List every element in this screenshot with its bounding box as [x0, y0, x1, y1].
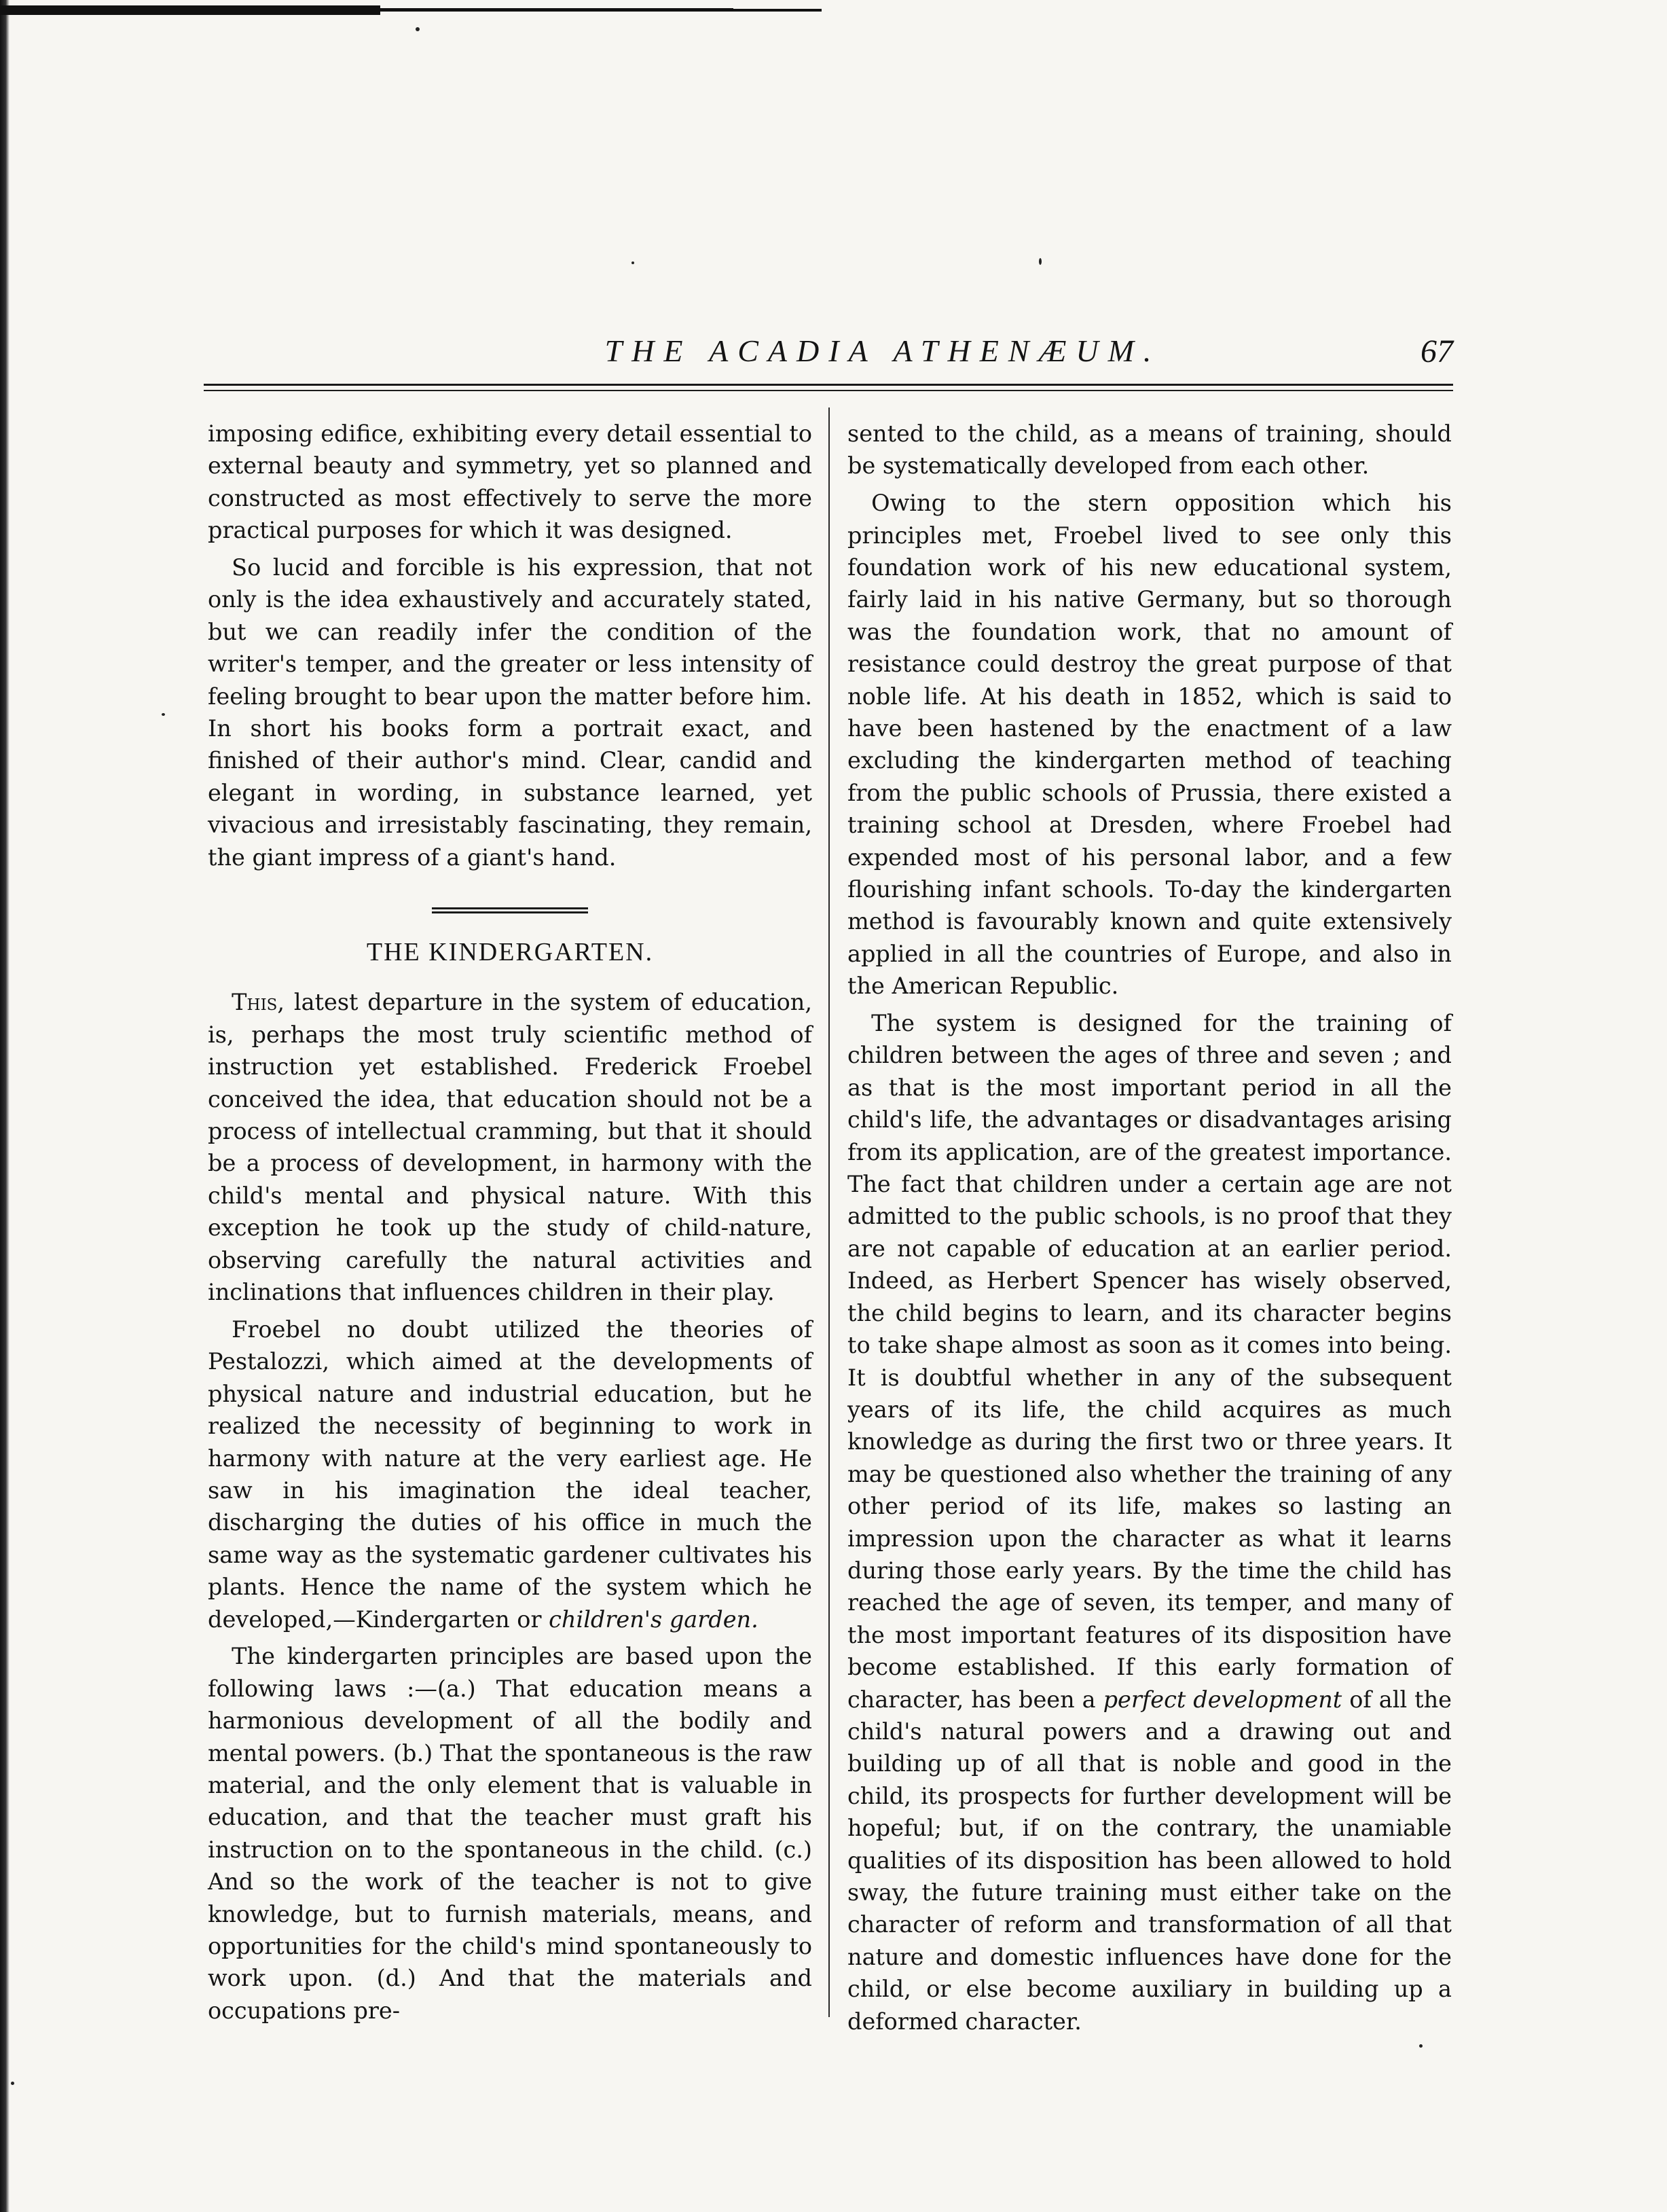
- scan-speck: [416, 27, 420, 31]
- paragraph-text: Froebel no doubt utilized the theories of Pestalozzi, which aimed at the developments of physical nature and industrial education, but he realized the necessity of beginning to work in harmony with nature at the very earliest age. He saw in his imagination the ideal teacher, discharging the duties of his office in much the same way as the systematic gardener cultivates his plants. Hence the name of the system which he developed,—Kindergarten or: [208, 1316, 812, 1633]
- column-rule: [828, 407, 830, 2017]
- paragraph: [208, 1313, 812, 1635]
- scan-top-rule: [380, 8, 733, 12]
- scan-speck: [162, 713, 165, 716]
- paragraph: [208, 986, 812, 1308]
- italic-phrase: perfect development: [1103, 1686, 1342, 1713]
- scan-speck: [11, 2082, 14, 2085]
- page-number: 67: [1421, 333, 1453, 369]
- paragraph: Owing to the stern opposition which his principles met, Froebel lived to see only this foundation work of his new educational system, fairly laid in his native Germany, but so thorough was the foundation work, that no amount of resistance could destroy the great purpose of that noble life. At his death in 1852, which is said to have been hastened by the enactment of a law excluding the kindergarten method of teaching from the public schools of Prussia, there existed a training school at Dresden, where Froebel had expended most of his personal labor, and a few flourishing infant schools. To-day the kindergarten method is favourably known and quite extensively applied in all the countries of Europe, and also in the American Republic.: [847, 490, 1452, 1000]
- italic-phrase: children's garden.: [549, 1606, 758, 1633]
- left-column: [208, 418, 812, 2032]
- paragraph-text: The system is designed for the training of children between the ages of three and seven ; and as that is the most important period in all the child's life, the advantages or disadvantages arising from its application, are of the greatest importance. The fact that children under a certain age are not admitted to the public schools, is no proof that they are not capable of education at an earlier period. Indeed, as Herbert Spencer has wisely observed, the child begins to learn, and its character begins to take shape almost as soon as it comes into being. It is doubtful whether in any of the subsequent years of its life, the child acquires as much knowledge as during the first two or three years. It may be questioned also whether the training of any other period of its life, makes so lasting an impression upon the character as what it learns during those early years. By the time the child has reached the age of seven, its temper, and many of the most important features of its disposition have become established. If this early formation of character, has been a: [847, 1010, 1452, 1713]
- paragraph: sented to the child, as a means of training, should be systematically developed from each other.: [847, 420, 1452, 479]
- paragraph: imposing edifice, exhibiting every detail essential to external beauty and symmetry, yet so planned and constructed as most effectively to serve the more practical purposes for which it was designed.: [208, 420, 812, 544]
- paragraph: The kindergarten principles are based upon the following laws :—(a.) That education means a harmonious development of all the bodily and mental powers. (b.) That the spontaneous is the raw material, and the only element that is valuable in education, and that the teacher must graft his instruction on to the spontaneous in the child. (c.) And so the work of the teacher is not to give knowledge, but to furnish materials, means, and opportunities for the child's mind spontaneously to work upon. (d.) And that the materials and occupations pre-: [208, 1643, 812, 2024]
- scan-speck: [1419, 2044, 1423, 2048]
- binding-edge: [0, 0, 10, 2212]
- right-column: [847, 418, 1452, 2042]
- scan-top-rule: [733, 9, 822, 12]
- journal-title: THE ACADIA ATHENÆUM.: [604, 333, 1161, 368]
- paragraph: [847, 1007, 1452, 2037]
- drop-lead: This: [232, 989, 278, 1016]
- running-header: [204, 333, 1453, 374]
- scan-speck: [1039, 258, 1042, 265]
- header-rule: [204, 384, 1453, 391]
- section-divider: [432, 907, 588, 913]
- paragraph: So lucid and forcible is his expression, that not only is the idea exhaustively and accurately stated, but we can readily infer the condition of the writer's temper, and the greater or less intensity of feeling brought to bear upon the matter before him. In short his books form a portrait exact, and finished of their author's mind. Clear, candid and elegant in wording, in substance learned, yet vivacious and irresistably fascinating, they remain, the giant impress of a giant's hand.: [208, 554, 812, 871]
- scan-speck: [631, 261, 634, 264]
- paragraph-text: , latest departure in the system of education, is, perhaps the most truly scientific method of instruction yet established. Frederick Froebel conceived the idea, that education should not be a process of intellectual cramming, but that it should be a process of development, in harmony with the child's mental and physical nature. With this exception he took up the study of child-nature, observing carefully the natural activities and inclinations that influences children in their play.: [208, 989, 812, 1306]
- section-title: THE KINDERGARTEN.: [366, 938, 654, 967]
- scan-top-rule: [0, 5, 380, 15]
- paragraph-text: of all the child's natural powers and a drawing out and building up of all that is noble and good in the child, its prospects for further development will be hopeful; but, if on the contrary, the unamiable qualities of its disposition has been allowed to hold sway, the future training must either take on the character of reform and transformation of all that nature and domestic influences have done for the child, or else become auxiliary in building up a deformed character.: [847, 1686, 1452, 2035]
